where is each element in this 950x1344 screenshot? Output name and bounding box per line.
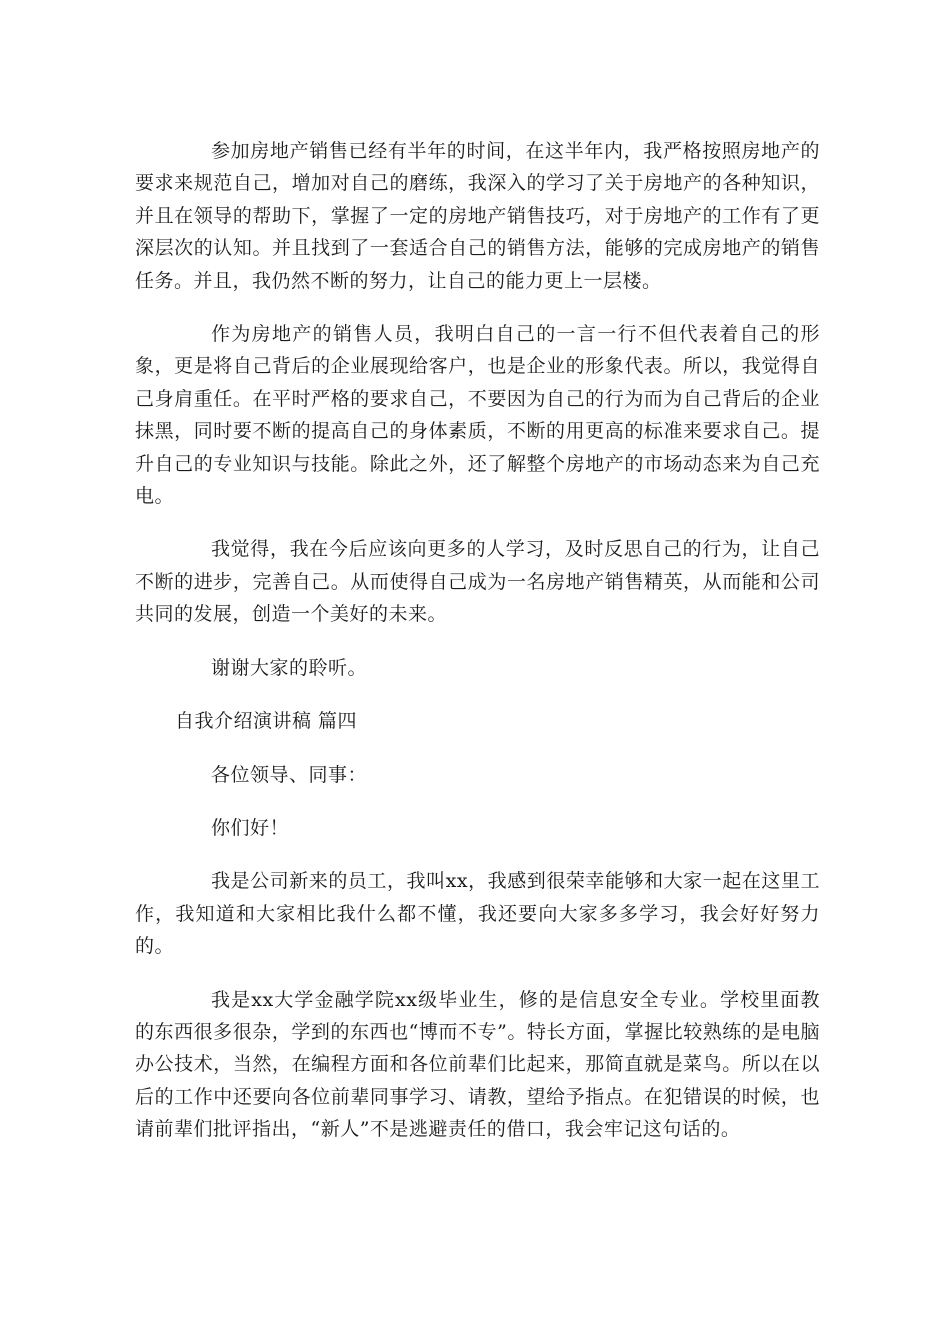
paragraph-future-plans: 我觉得，我在今后应该向更多的人学习，及时反思自己的行为，让自己不断的进步，完善自己。从而使得自己成为一名房地产销售精英，从而能和公司共同的发展，创造一个美好的未来。 (135, 538, 820, 626)
greeting: 各位领导、同事： (211, 763, 368, 786)
paragraph-sales-experience: 参加房地产销售已经有半年的时间，在这半年内，我严格按照房地产的要求来规范自己，增加对自己的磨练，我深入的学习了关于房地产的各种知识，并且在领导的帮助下，掌握了一定的房地产销售技巧，对于房地产的工作有了更深层次的认知。并且找到了一套适合自己的销售方法，能够的完成房地产的销售任务。并且，我仍然不断的努力，让自己的能力更上一层楼。 (135, 140, 820, 292)
paragraph-sales-role: 作为房地产的销售人员，我明白自己的一言一行不但代表着自己的形象，更是将自己背后的企业展现给客户，也是企业的形象代表。所以，我觉得自己身肩重任。在平时严格的要求自己，不要因为自己的行为而为自己背后的企业抹黑，同时要不断的提高自己的身体素质，不断的用更高的标准来要求自己。提升自己的专业知识与技能。除此之外，还了解整个房地产的市场动态来为自己充电。 (135, 323, 820, 508)
document-body (135, 135, 820, 1167)
paragraph-new-employee: 我是公司新来的员工，我叫xx，我感到很荣幸能够和大家一起在这里工作，我知道和大家相比我什么都不懂，我还要向大家多多学习，我会好好努力的。 (135, 870, 820, 958)
paragraph-thanks: 谢谢大家的聆听。 (211, 656, 368, 679)
section-title: 自我介绍演讲稿 篇四 (175, 710, 358, 733)
paragraph-education: 我是xx大学金融学院xx级毕业生，修的是信息安全专业。学校里面教的东西很多很杂，学到的东西也“博而不专”。特长方面，掌握比较熟练的是电脑办公技术，当然，在编程方面和各位前辈们比起来，那简直就是菜鸟。所以在以后的工作中还要向各位前辈同事学习、请教，望给予指点。在犯错误的时候，也请前辈们批评指出，“新人”不是逃避责任的借口，我会牢记这句话的。 (135, 988, 820, 1141)
hello-line: 你们好！ (211, 816, 290, 839)
